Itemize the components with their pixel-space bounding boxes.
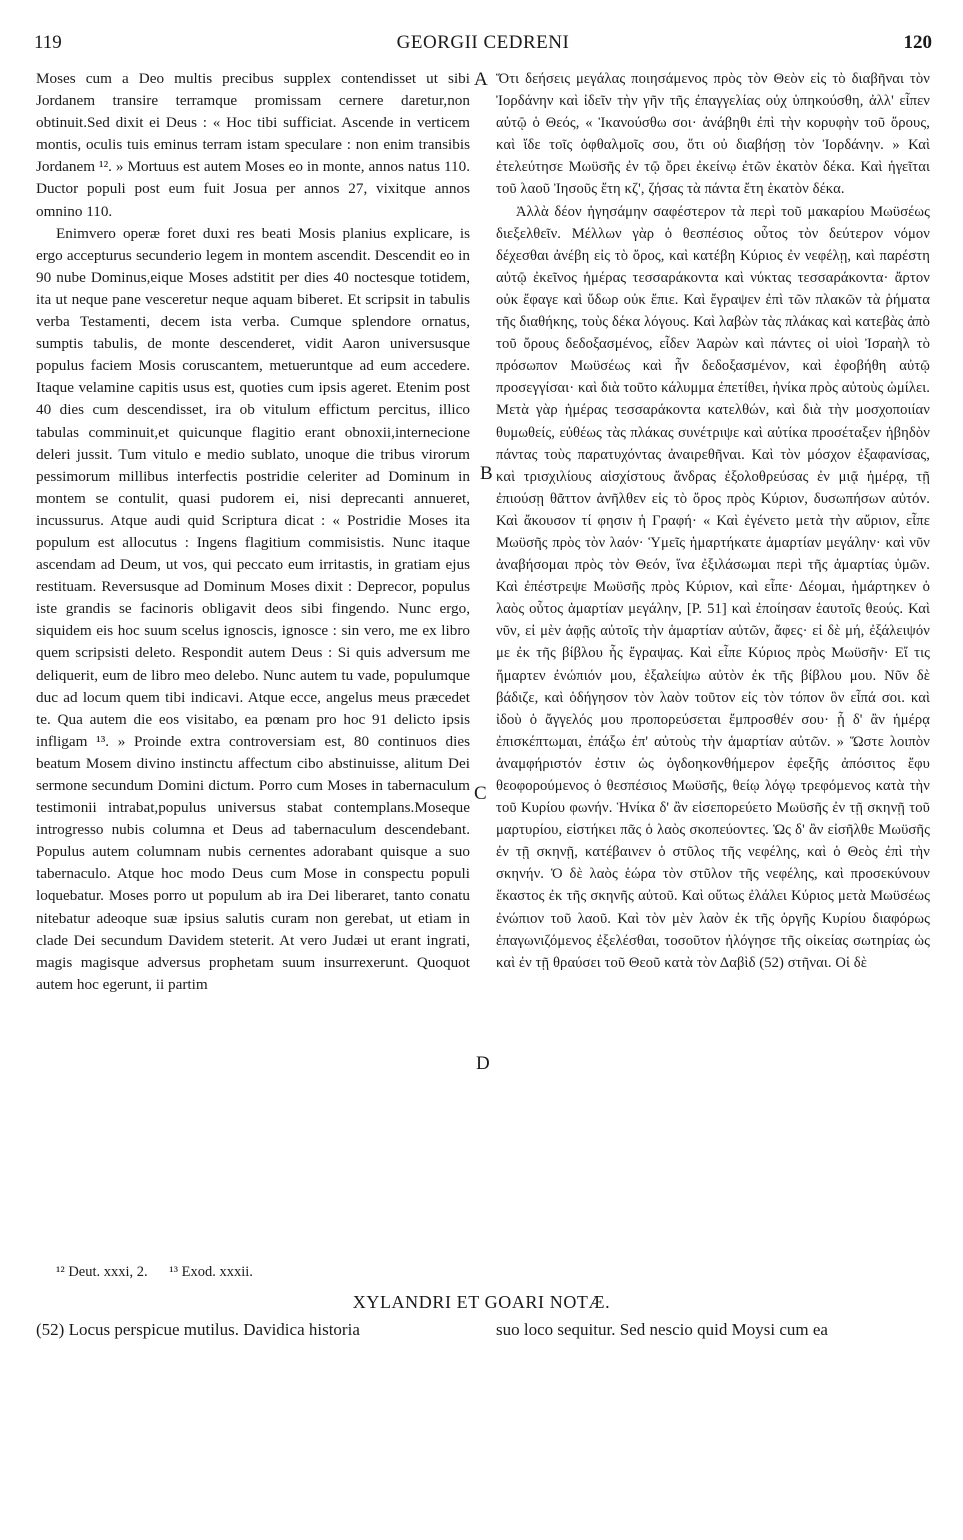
latin-paragraph: Moses cum a Deo multis precibus supplex contendisset ut sibi Jordanem transire terramque promissam cernere daretur,non obtinuit.Sed dixit ei Deus : « Hoc tibi sufficiat. Ascende in verticem montis, oculis tuis eminus terram istam speculare : non enim transibis Jordanem ¹². » Mortuus est autem Moses eo in monte, annos natus 110. Ductor populi post eum fuit Josua per annos 27, vixitque annos omnino 110.: [36, 70, 470, 220]
margin-marker-c: C: [474, 783, 487, 804]
footnotes: [56, 1262, 476, 1282]
notes-title: XYLANDRI ET GOARI NOTÆ.: [352, 1292, 611, 1312]
latin-paragraph: Enimvero operæ foret duxi res beati Mosis planius explicare, is ergo accepturus secunderio legem in montem ascendit. Descendit eo in 90 nube Dominus,eique Moses adstitit per dies 40 noctesque totidem, ita ut neque pane vesceretur neque aquam biberet. Et scripsit in tabulis verba Testamenti, decem ista verba. Cumque splendore ornatus, sumptis tabulis, de monte descenderet, vidit Aaron universusque populus faciem Mosis coruscantem, metueruntque ad eum accedere. Itaque velamine capitis usus est, quoties cum ipsis ageret. Etenim post 40 dies cum descendisset, ira ob vitulum effictum percitus, illico tabulas comminuit,et quicunque flagitio erant obnoxii,internecione deleri jussit. Tum vitulo e medio sublato, unoque die tribus virorum pessimorum millibus interfectis postridie celeriter ad Dominum in montem se contulit, quasi pudorem ei, nisi deprecanti annueret, incussurus. Atque audi quid Scriptura dicat : « Postridie Moses ita populum est allocutus : Ingens flagitium commisistis. Nunc itaque ascendam ad Deum, ut vos, qui peccato eum irritastis, in gratiam ejus restituam. Reversusque ad Dominum Moses dixit : Deprecor, populus iste grandis se facinoris obligavit deos sibi fingendo. Nunc ergo, siquidem eis hoc suum scelus ignoscis, ignosce : sin vero, me ex libro quem scripsisti deleto. Respondit autem Deus : Si quis adversum me deliquerit, eum de libro meo delebo. Nunc autem tu vade, populumque duc ad locum quem tibi indicavi. Atque ecce, angelus meus præcedet te. Qua autem die eos visitabo, ea pœnam pro hoc 91 delicto ipsis infligam ¹³. » Proinde extra controversiam est, 80 continuos dies beatum Mosem divino instinctu affectum cibo abstinuisse, alitum Dei sermone secundum Domini dictum. Porro cum Moses in tabernaculum testimonii intrabat,populus universus stabat contemplans.Moseque introgresso nubis columna et Deus ad tabernaculum descendebant. Populus autem columnam nubis cernentes adorabant quisque a suo tabernaculo. Atque hoc modo Deus cum Mose in conspectu populi loquebatur. Moses porro ut populum ab ira Dei liberaret, tanto conatu nitebatur adeoque suæ ipsius salutis curam non gerebat, ut etiam in clade Dei secundum Davidem steterit. At vero Judæi ut erant ingrati, magis magisque adversus prophetam suum insurrexerunt. Quoquot autem hoc egerunt, ii partim: [36, 224, 470, 993]
page-number-left: 119: [34, 32, 62, 53]
latin-column: [36, 68, 470, 996]
footnote: ¹² Deut. xxxi, 2.: [56, 1264, 148, 1280]
note-text-left: (52) Locus perspicue mutilus. Davidica historia: [36, 1320, 360, 1339]
note-text-right: suo loco sequitur. Sed nescio quid Moysi cum ea: [496, 1320, 828, 1339]
footnote: ¹³ Exod. xxxii.: [169, 1264, 253, 1280]
margin-marker-d: D: [476, 1053, 490, 1074]
margin-marker-a: A: [474, 69, 488, 90]
greek-paragraph: Ἀλλὰ δέον ἡγησάμην σαφέστερον τὰ περὶ τοῦ μακαρίου Μωϋσέως διεξελθεῖν. Μέλλων γὰρ ὁ θεσπέσιος οὗτος τὸν δεύτερον νόμον δέχεσθαι ἀνέβη εἰς τὸ ὄρος, καὶ κατέβη Κύριος ἐν νεφέλῃ, καὶ παρέστη αὐτῷ ἐκεῖνος ἡμέρας τεσσαράκοντα καὶ νύκτας τεσσαράκοντα· ἄρτον οὐκ ἔφαγε καὶ ὕδωρ οὐκ ἔπιε. Καὶ ἔγραψεν ἐπὶ τῶν πλακῶν τὰ ῥήματα τῆς διαθήκης, τοὺς δέκα λόγους. Καὶ λαβὼν τὰς πλάκας καὶ κατεβὰς ἀπὸ τοῦ ὄρους δεδοξασμένος, εἶδεν Ἀαρὼν καὶ πάντες οἱ υἱοὶ Ἰσραὴλ τὸ πρόσωπον Μωϋσέως καὶ ἦν δεδοξασμένον, καὶ ἐφοβήθη αὐτῷ προσεγγίσαι· καὶ διὰ τοῦτο κάλυμμα ἐπετίθει, ἡνίκα πρὸς αὐτοὺς ὡμίλει. Μετὰ γὰρ ἡμέρας τεσσαράκοντα κατελθών, καὶ διὰ τὴν μοσχοποιίαν θυμωθείς, εὐθέως τὰς πλάκας συνέτριψε καὶ αὐτίκα προσέταξεν ἡβηδὸν πάντας τοὺς παρατυχόντας ἀναιρεθῆναι. Καὶ τὸν μόσχον ἐξαφανίσας, καὶ τρισχιλίους αἰσχίστους ἄνδρας ἐξολοθρεύσας ἐν μιᾷ ἡμέρᾳ, τῇ ἐπιούσῃ θᾶττον ἀνῆλθεν εἰς τὸ ὄρος πρὸς Κύριον, δυσωπήσων αὐτόν. Καὶ ἄκουσον τί φησιν ἡ Γραφή· « Καὶ ἐγένετο μετὰ τὴν αὔριον, εἶπε Μωϋσῆς πρὸς τὸν λαόν· Ὑμεῖς ἡμαρτήκατε ἁμαρτίαν μεγάλην· καὶ νῦν ἀναβήσομαι πρὸς τὸν Θεόν, ἵνα ἐξιλάσωμαι περὶ τῆς ἁμαρτίας ὑμῶν. Καὶ ἐπέστρεψε Μωϋσῆς πρὸς Κύριον, καὶ εἶπε· Δέομαι, ἡμάρτηκεν ὁ λαὸς οὗτος ἁμαρτίαν μεγάλην, [P. 51] καὶ ἐποίησαν ἑαυτοῖς θεούς. Καὶ νῦν, εἰ μὲν ἀφῇς αὐτοῖς τὴν ἁμαρτίαν αὐτῶν, ἄφες· εἰ δὲ μή, ἐξάλειψόν με ἐκ τῆς βίβλου ἧς ἔγραψας. Καὶ εἶπε Κύριος πρὸς Μωϋσῆν· Εἴ τις ἥμαρτεν ἐνώπιόν μου, ἐξαλείψω αὐτὸν ἐκ τῆς βίβλου μου. Νῦν δὲ βάδιζε, καὶ ὁδήγησον τὸν λαὸν τοῦτον εἰς τὸν τόπον ὃν εἶπά σοι. καὶ ἰδοὺ ὁ ἄγγελός μου προπορεύσεται ἔμπροσθέν σου· ᾗ δ' ἂν ἡμέρᾳ ἐπισκέπτωμαι, ἐπάξω ἐπ' αὐτοὺς τὴν ἁμαρτίαν αὐτῶν. » Ὥστε λοιπὸν ἀναμφήριστόν ἐστιν ὡς ὀγδοηκονθήμερον ἐφεξῆς ἀπόσιτος ἔφυ θεοφορούμενος ὁ θεσπέσιος Μωϋσῆς, θείῳ λόγῳ τρεφόμενος κατὰ τὴν τοῦ Κυρίου φωνήν. Ἡνίκα δ' ἂν εἰσεπορεύετο Μωϋσῆς ἐν τῇ σκηνῇ τοῦ μαρτυρίου, εἱστήκει πᾶς ὁ λαὸς σκοπεύοντες. Ὡς δ' ἂν εἰσῆλθε Μωϋσῆς ἐν τῇ σκηνῇ, κατέβαινεν ὁ στῦλος τῆς νεφέλης, καὶ ὁ Θεὸς ἐπὶ τὴν σκηνήν. Ὁ δὲ λαὸς ἑώρα τὸν στῦλον τῆς νεφέλης, καὶ προσεκύνουν ἕκαστος ἐκ τῆς σκηνῆς αὐτοῦ. Καὶ οὕτως ἐλάλει Κύριος μετὰ Μωϋσέως ἐνώπιον τοῦ λαοῦ. Καὶ τὸν μὲν λαὸν ἐκ τῆς ὀργῆς Κυρίου διαφόρως ἐπαγωνιζόμενος ἐξελέσθαι, τοσοῦτον ἠλόγησε τῆς οἰκείας σωτηρίας ὡς καὶ ἐν τῇ θραύσει τοῦ Θεοῦ κατὰ τὸν Δαβὶδ (52) στῆναι. Οἱ δὲ: [496, 203, 930, 971]
page-header: [34, 32, 932, 62]
running-title: GEORGII CEDRENI: [396, 32, 570, 53]
page-number-right: 120: [903, 32, 932, 53]
greek-paragraph: Ὅτι δεήσεις μεγάλας ποιησάμενος πρὸς τὸν Θεὸν εἰς τὸ διαβῆναι τὸν Ἰορδάνην καὶ ἰδεῖν τὴν γῆν τῆς ἐπαγγελίας οὐχ ὑπηκούσθη, ἀλλ' εἶπεν αὐτῷ ὁ Θεός, « Ἱκανούσθω σοι· ἀνάβηθι ἐπὶ τὴν κορυφὴν τοῦ ὄρους, καὶ ἴδε τοῖς ὀφθαλμοῖς σου, ὅτι οὐ διαβήσῃ τὸν Ἰορδάνην. » Καὶ ἐτελεύτησε Μωϋσῆς ἐν τῷ ὄρει ἐκείνῳ ἐτῶν ἑκατὸν δέκα. Καὶ ἡγεῖται τοῦ λαοῦ Ἰησοῦς ἔτη κζ', ζήσας τὰ πάντα ἔτη ἑκατὸν δέκα.: [496, 71, 930, 198]
greek-column: [496, 68, 930, 974]
margin-marker-b: B: [480, 463, 493, 484]
